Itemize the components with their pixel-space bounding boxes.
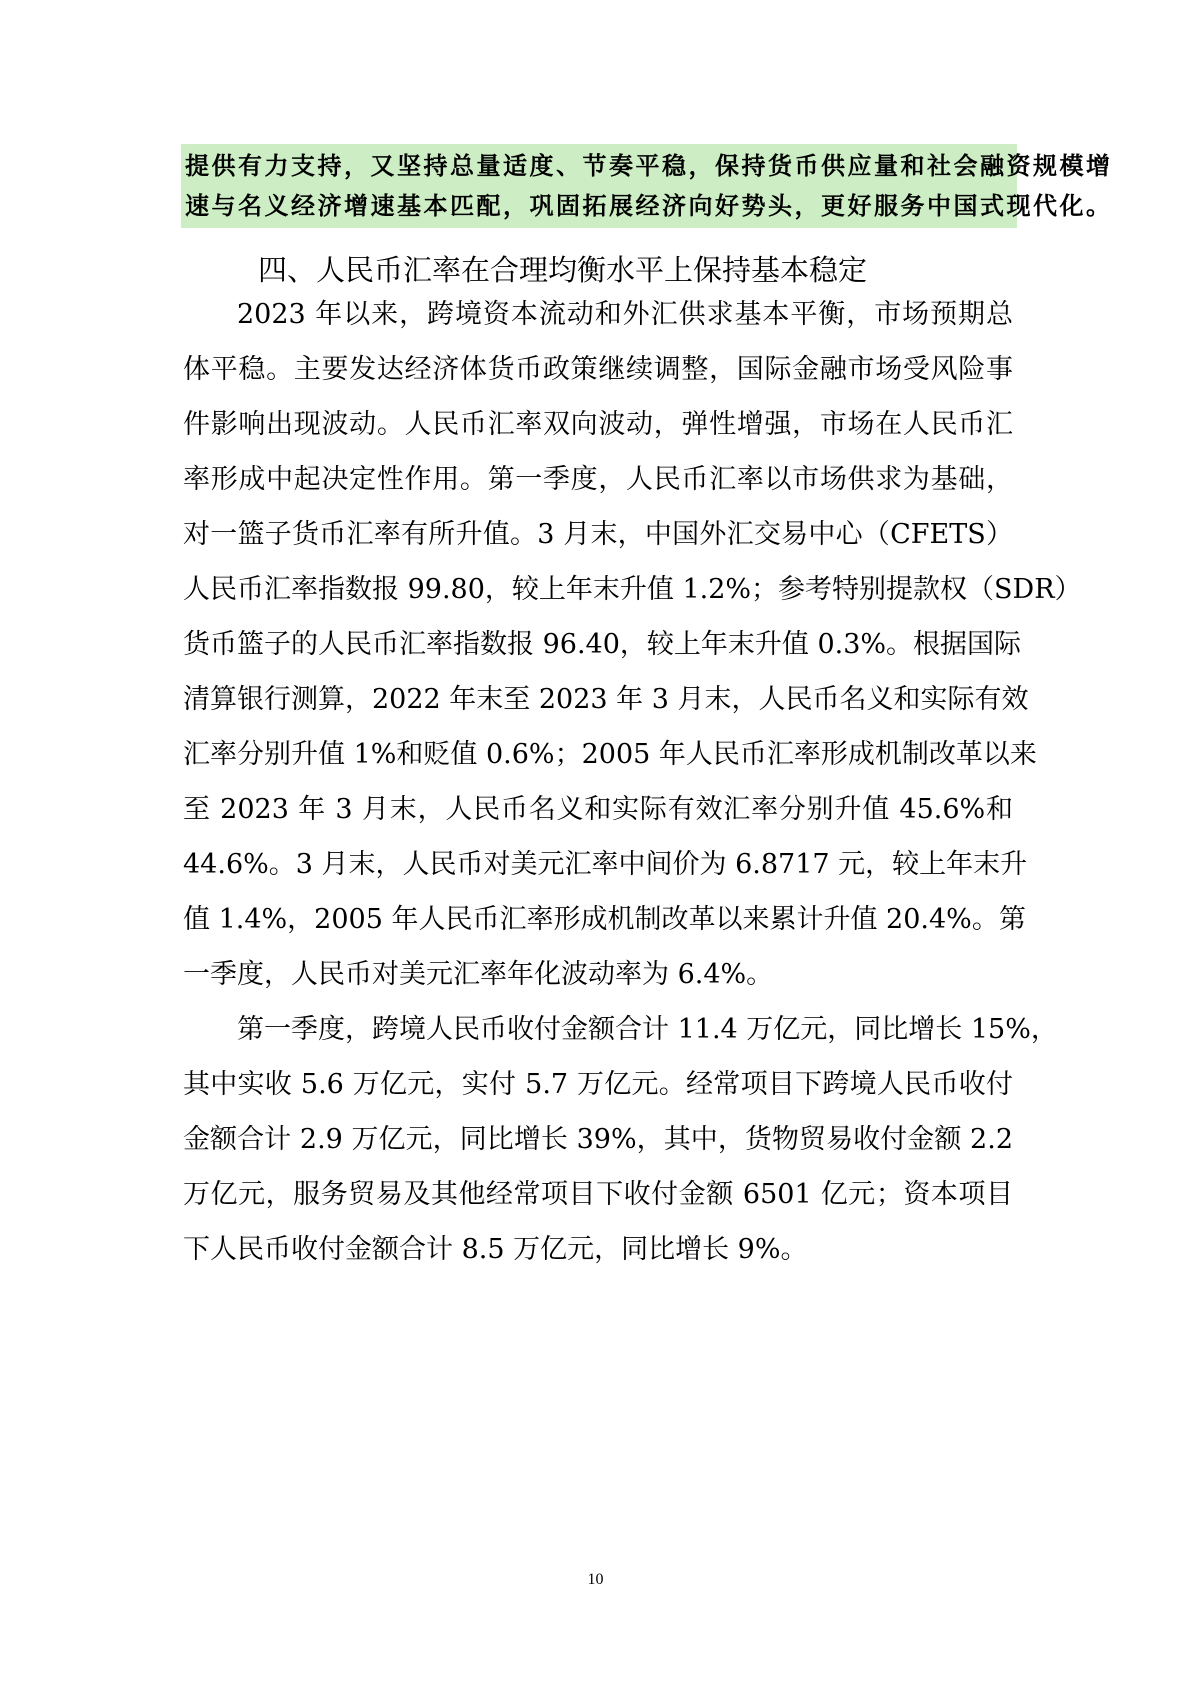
paragraph-1-line: 清算银行测算，2022 年末至 2023 年 3 月末，人民币名义和实际有效	[183, 684, 1029, 715]
paragraph-1-line: 率形成中起决定性作用。第一季度，人民币汇率以市场供求为基础，	[183, 464, 1013, 495]
section-heading: 四、人民币汇率在合理均衡水平上保持基本稳定	[258, 253, 868, 287]
paragraph-2-line: 万亿元，服务贸易及其他经常项目下收付金额 6501 亿元；资本项目	[183, 1179, 1013, 1210]
paragraph-2-line: 其中实收 5.6 万亿元，实付 5.7 万亿元。经常项目下跨境人民币收付	[183, 1069, 1013, 1100]
paragraph-1-line: 44.6%。3 月末，人民币对美元汇率中间价为 6.8717 元，较上年末升	[183, 849, 1028, 880]
page-number: 10	[587, 1571, 604, 1588]
paragraph-1-line: 对一篮子货币汇率有所升值。3 月末，中国外汇交易中心（CFETS）	[183, 519, 1013, 550]
paragraph-1-line: 值 1.4%，2005 年人民币汇率形成机制改革以来累计升值 20.4%。第	[183, 904, 1026, 935]
paragraph-1-line: 货币篮子的人民币汇率指数报 96.40，较上年末升值 0.3%。根据国际	[183, 629, 1022, 660]
paragraph-2-line: 第一季度，跨境人民币收付金额合计 11.4 万亿元，同比增长 15%，	[237, 1014, 1058, 1045]
paragraph-1-line: 至 2023 年 3 月末，人民币名义和实际有效汇率分别升值 45.6%和	[183, 794, 1013, 825]
paragraph-1-line: 体平稳。主要发达经济体货币政策继续调整，国际金融市场受风险事	[183, 354, 1013, 385]
paragraph-1-line: 汇率分别升值 1%和贬值 0.6%；2005 年人民币汇率形成机制改革以来	[183, 739, 1037, 770]
highlighted-line: 速与名义经济增速基本匹配，巩固拓展经济向好势头，更好服务中国式现代化。	[185, 191, 1113, 220]
paragraph-1-line: 一季度，人民币对美元汇率年化波动率为 6.4%。	[183, 959, 774, 990]
highlighted-text-block	[181, 144, 1113, 228]
highlighted-line: 提供有力支持，又坚持总量适度、节奏平稳，保持货币供应量和社会融资规模增	[185, 151, 1113, 180]
paragraph-1-line: 2023 年以来，跨境资本流动和外汇供求基本平衡，市场预期总	[237, 299, 1013, 330]
paragraph-1-line: 件影响出现波动。人民币汇率双向波动，弹性增强，市场在人民币汇	[183, 409, 1013, 440]
paragraph-2-line: 金额合计 2.9 万亿元，同比增长 39%，其中，货物贸易收付金额 2.2	[183, 1124, 1013, 1155]
paragraph-2-line: 下人民币收付金额合计 8.5 万亿元，同比增长 9%。	[183, 1234, 808, 1265]
paragraph-1-line: 人民币汇率指数报 99.80，较上年末升值 1.2%；参考特别提款权（SDR）	[183, 574, 1082, 605]
